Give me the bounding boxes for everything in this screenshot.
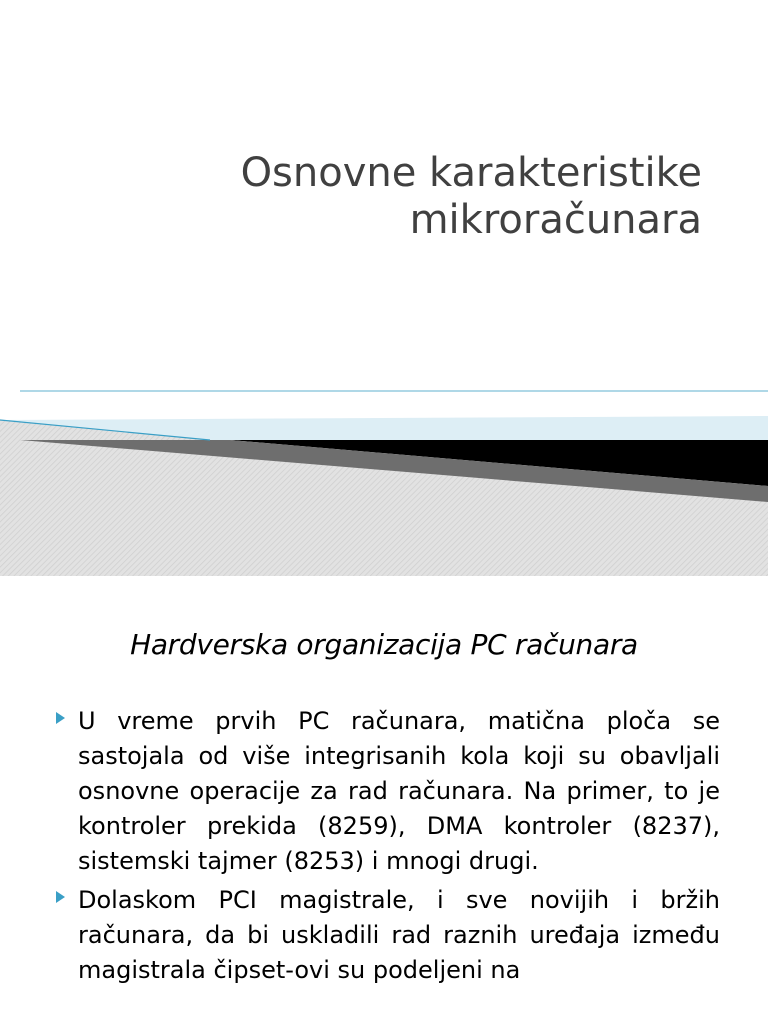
decorative-band: [0, 380, 768, 576]
bullet-item: [48, 704, 720, 879]
content-slide: [0, 576, 768, 1024]
bullet-text: U vreme prvih PC računara, matična ploča se sastojala od više integrisanih kola koji su obavljali osnovne operacije za rad računara. Na primer, to je kontroler prekida (8259), DMA kontroler (8237), sistemski tajmer (8253) i mnogi drugi.: [78, 707, 720, 875]
triangle-bullet-icon: [56, 891, 65, 903]
content-heading: Hardverska organizacija PC računara: [130, 628, 638, 661]
bullet-list: [48, 704, 720, 992]
bullet-item: [48, 883, 720, 988]
slide-title: [62, 150, 702, 244]
slide-title-line-2: mikroračunara: [409, 197, 702, 243]
slide-title-line-1: Osnovne karakteristike: [240, 150, 702, 196]
triangle-bullet-icon: [56, 712, 65, 724]
bullet-text: Dolaskom PCI magistrale, i sve novijih i bržih računara, da bi uskladili rad raznih uređaja između magistrala čipset-ovi su podeljeni na: [78, 886, 720, 984]
